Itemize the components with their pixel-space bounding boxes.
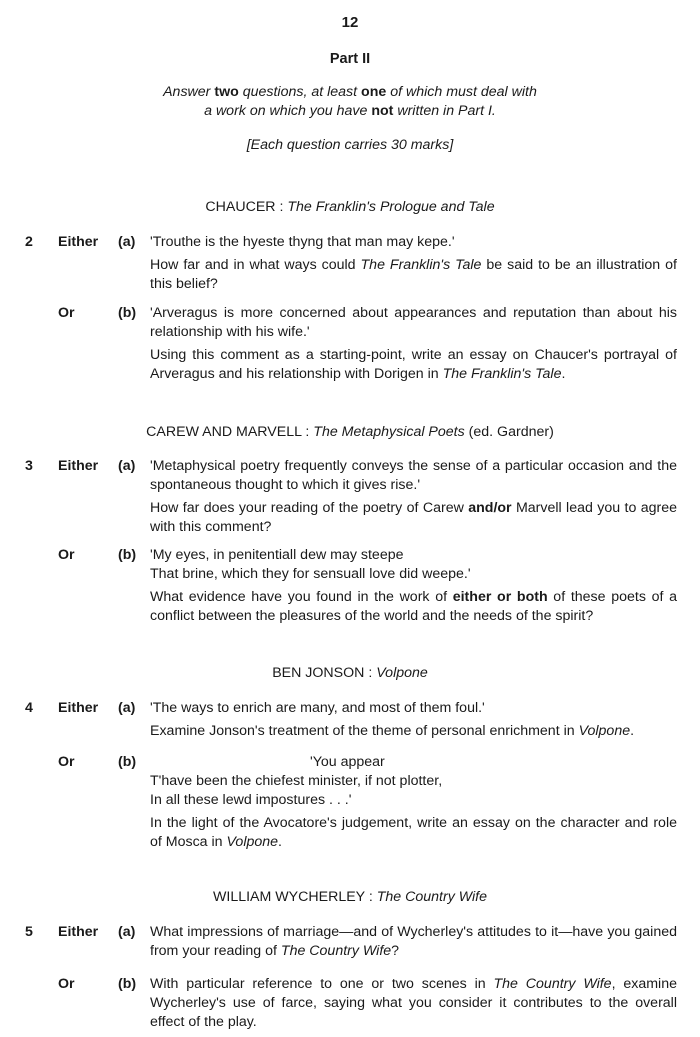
heading-author: CAREW AND MARVELL :	[146, 424, 314, 440]
question-text: How far does your reading of the poetry of Carew	[150, 500, 469, 516]
instr-text: a work on which you have	[204, 103, 372, 119]
question-text: Examine Jonson's treatment of the theme of personal enrichment in	[150, 723, 579, 739]
part-b-label: (b)	[118, 305, 137, 321]
instr-text: written in Part I.	[393, 103, 496, 119]
or-label: Or	[58, 976, 75, 992]
part-a-label: (a)	[118, 234, 136, 250]
section-heading-chaucer	[0, 198, 700, 217]
instr-bold: one	[361, 84, 387, 100]
work-title: The Country Wife	[493, 976, 612, 992]
heading-work: The Franklin's Prologue and Tale	[287, 199, 495, 215]
part-a-label: (a)	[118, 924, 136, 940]
part-a-label: (a)	[118, 458, 136, 474]
quote: 'Arveragus is more concerned about appearances and reputation than about his relationship with his wife.'	[150, 305, 677, 340]
part-b-label: (b)	[118, 754, 137, 770]
section-heading-carew-marvell	[0, 423, 700, 442]
heading-author: WILLIAM WYCHERLEY :	[213, 889, 377, 905]
or-label: Or	[58, 754, 75, 770]
marks-note: [Each question carries 30 marks]	[246, 137, 454, 153]
quote: 'Metaphysical poetry frequently conveys the sense of a particular occasion and the spontaneous thought to which it gives rise.'	[150, 458, 677, 493]
q4-part-a	[150, 699, 677, 741]
question-text: How far and in what ways could	[150, 257, 361, 273]
q2-part-a	[150, 233, 677, 294]
instr-text: of which must deal with	[386, 84, 537, 100]
emphasis: either or both	[452, 589, 548, 605]
quote: 'Trouthe is the hyeste thyng that man may kepe.'	[150, 234, 455, 250]
heading-work: Volpone	[376, 665, 428, 681]
question-text: be said to be an illustration of this belief?	[150, 257, 677, 292]
question-text: .	[630, 723, 635, 739]
question-text: .	[278, 834, 282, 850]
question-text: of these poets of a conflict between the pleasures of the world and the needs of the spirit?	[150, 589, 677, 624]
instr-text: Answer	[163, 84, 215, 100]
section-heading-wycherley	[0, 888, 700, 907]
question-text: What impressions of marriage—and of Wycherley's attitudes to it—have you gained from your reading of	[150, 924, 677, 959]
or-label: Or	[58, 305, 75, 321]
verse-line: In all these lewd impostures . . .'	[150, 792, 352, 808]
question-number: 5	[25, 924, 33, 940]
question-text: Marvell lead you to agree with this comment?	[150, 500, 677, 535]
part-title: Part II	[329, 51, 371, 67]
or-label: Or	[58, 547, 75, 563]
heading-author: BEN JONSON :	[272, 665, 377, 681]
instr-bold: not	[371, 103, 394, 119]
work-title: The Country Wife	[280, 943, 392, 959]
question-number: 4	[25, 700, 33, 716]
instructions	[0, 83, 700, 121]
work-title: Volpone	[578, 723, 631, 739]
verse-line: 'You appear	[310, 754, 385, 770]
either-label: Either	[58, 458, 99, 474]
question-text: ?	[391, 943, 400, 959]
question-text: Using this comment as a starting-point, write an essay on Chaucer's portrayal of Arveragus and his relationship with Dorigen in	[150, 347, 677, 382]
heading-author: CHAUCER :	[205, 199, 288, 215]
part-b-label: (b)	[118, 547, 137, 563]
question-text: , examine Wycherley's use of farce, saying what you consider it contributes to the overall effect of the play.	[150, 976, 677, 1030]
page-number: 12	[341, 14, 359, 31]
quote: 'The ways to enrich are many, and most of them foul.'	[150, 700, 485, 716]
work-title: The Franklin's Tale	[360, 257, 482, 273]
heading-work: The Metaphysical Poets	[313, 424, 465, 440]
part-a-label: (a)	[118, 700, 136, 716]
q3-part-b	[150, 546, 677, 626]
verse-line: T'have been the chiefest minister, if not plotter,	[150, 773, 443, 789]
either-label: Either	[58, 924, 99, 940]
q4-part-b	[150, 753, 677, 852]
question-text: In the light of the Avocatore's judgement, write an essay on the character and role of Mosca in	[150, 815, 677, 850]
instr-bold: two	[214, 84, 239, 100]
section-heading-jonson	[0, 664, 700, 683]
instr-text: questions, at least	[238, 84, 362, 100]
verse-line: 'My eyes, in penitentiall dew may steepe	[150, 547, 404, 563]
question-number: 2	[25, 234, 33, 250]
either-label: Either	[58, 234, 99, 250]
question-text: .	[561, 366, 566, 382]
work-title: The Franklin's Tale	[442, 366, 562, 382]
verse-line: That brine, which they for sensuall love did weepe.'	[150, 566, 471, 582]
heading-work: The Country Wife	[376, 889, 487, 905]
question-number: 3	[25, 458, 33, 474]
q5-part-a	[150, 923, 677, 961]
heading-ed: (ed. Gardner)	[464, 424, 554, 440]
either-label: Either	[58, 700, 99, 716]
q3-part-a	[150, 457, 677, 537]
question-text: With particular reference to one or two scenes in	[150, 976, 494, 992]
question-text: What evidence have you found in the work of	[150, 589, 453, 605]
work-title: Volpone	[226, 834, 279, 850]
q5-part-b	[150, 975, 677, 1032]
q2-part-b	[150, 304, 677, 384]
part-b-label: (b)	[118, 976, 137, 992]
emphasis: and/or	[468, 500, 512, 516]
